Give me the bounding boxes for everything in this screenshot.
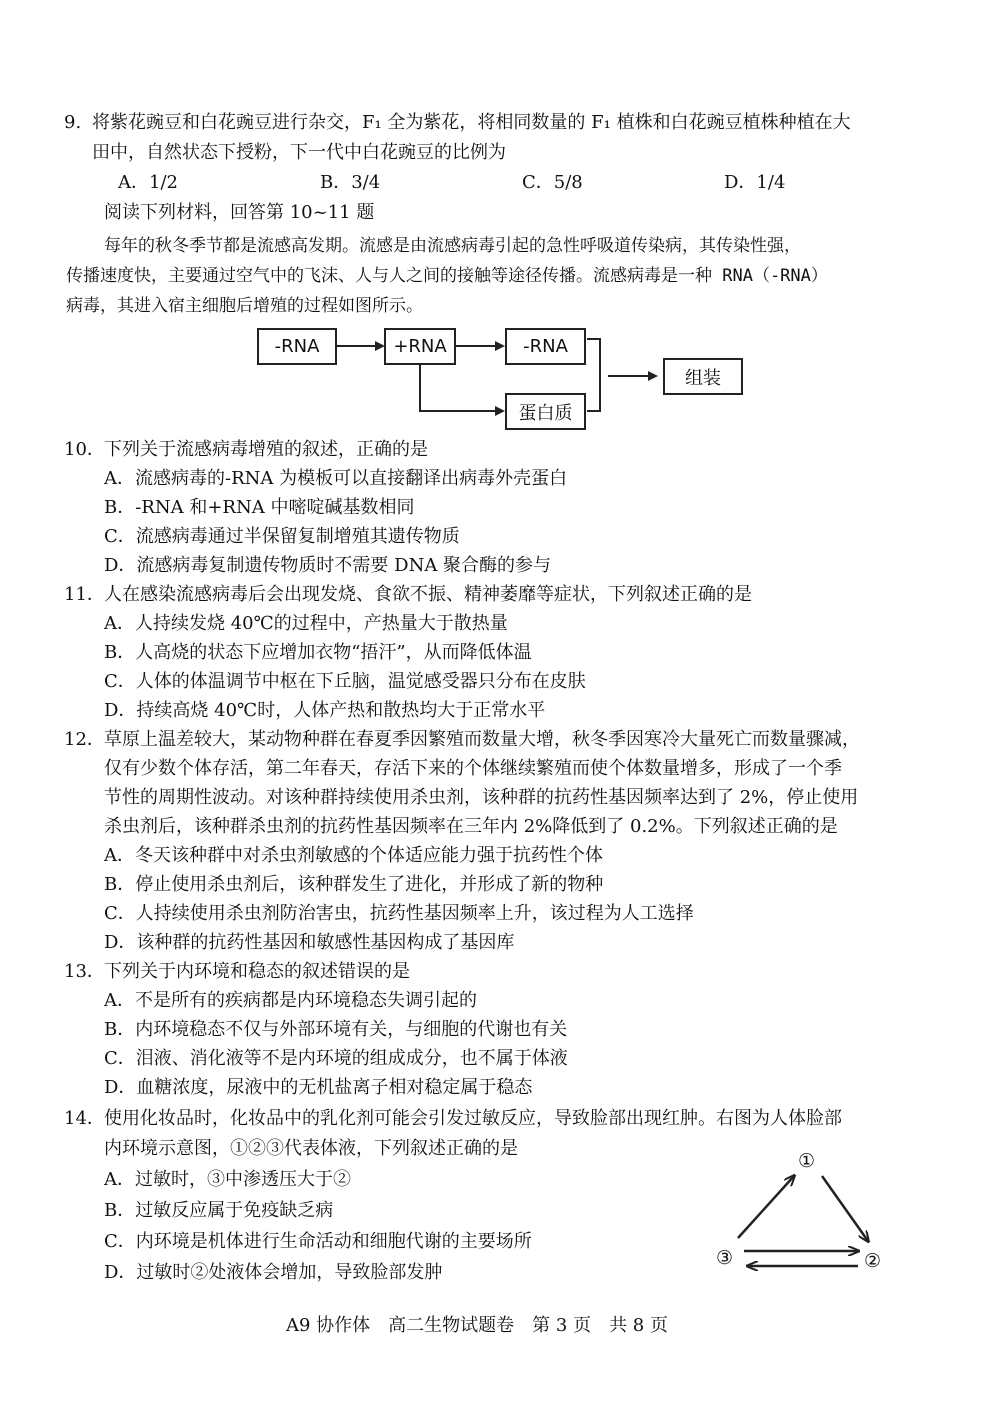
q14-option-b: B．过敏反应属于免疫缺乏病 <box>104 1200 334 1221</box>
box-positive-rna: +RNA <box>384 328 456 365</box>
q11-option-c: C．人体的体温调节中枢在下丘脑，温觉感受器只分布在皮肤 <box>104 671 586 692</box>
q10-stem: 下列关于流感病毒增殖的叙述，正确的是 <box>104 439 428 460</box>
q14-option-c: C．内环境是机体进行生命活动和细胞代谢的主要场所 <box>104 1231 532 1252</box>
passage-line1: 每年的秋冬季节都是流感高发期。流感是由流感病毒引起的急性呼吸道传染病，其传染性强， <box>104 236 801 256</box>
q11-option-a: A．人持续发烧 40℃的过程中，产热量大于散热量 <box>104 613 508 634</box>
q12-option-d: D．该种群的抗药性基因和敏感性基因构成了基因库 <box>104 932 515 953</box>
q12-stem-line1: 草原上温差较大，某动物种群在春夏季因繁殖而数量大增，秋冬季因寒冷大量死亡而数量骤减， <box>104 729 860 750</box>
q9-stem-line2: 田中，自然状态下授粉，下一代中白花豌豆的比例为 <box>92 142 506 163</box>
q9-option-d: D．1/4 <box>724 172 786 193</box>
q14-option-a: A．过敏时，③中渗透压大于② <box>104 1169 351 1190</box>
q10-number: 10． <box>64 439 105 460</box>
q9-option-b: B．3/4 <box>320 172 381 193</box>
q12-option-a: A．冬天该种群中对杀虫剂敏感的个体适应能力强于抗药性个体 <box>104 845 603 866</box>
q13-option-c: C．泪液、消化液等不是内环境的组成成分，也不属于体液 <box>104 1048 568 1069</box>
q12-option-b: B．停止使用杀虫剂后，该种群发生了进化，并形成了新的物种 <box>104 874 604 895</box>
q11-number: 11． <box>64 584 105 605</box>
q11-stem: 人在感染流感病毒后会出现发烧、食欲不振、精神萎靡等症状，下列叙述正确的是 <box>104 584 752 605</box>
q14-number: 14． <box>64 1108 105 1129</box>
q12-stem-line4: 杀虫剂后，该种群杀虫剂的抗药性基因频率在三年内 2%降低到了 0.2%。下列叙述正确的是 <box>104 816 838 837</box>
q9-option-c: C．5/8 <box>522 172 583 193</box>
page-footer: A9 协作体 高二生物试题卷 第 3 页 共 8 页 <box>286 1315 668 1336</box>
q12-number: 12． <box>64 729 105 750</box>
box-assembly: 组装 <box>663 358 743 395</box>
q11-option-d: D．持续高烧 40℃时，人体产热和散热均大于正常水平 <box>104 700 546 721</box>
passage-line2: 传播速度快，主要通过空气中的飞沫、人与人之间的接触等途径传播。流感病毒是一种 RNA（-RNA） <box>66 266 828 286</box>
q13-option-d: D．血糖浓度，尿液中的无机盐离子相对稳定属于稳态 <box>104 1077 533 1098</box>
q14-stem-line2: 内环境示意图，①②③代表体液，下列叙述正确的是 <box>104 1138 518 1159</box>
q13-option-a: A．不是所有的疾病都是内环境稳态失调引起的 <box>104 990 477 1011</box>
q9-option-a: A．1/2 <box>118 172 178 193</box>
q13-stem: 下列关于内环境和稳态的叙述错误的是 <box>104 961 410 982</box>
q9-number: 9. <box>64 112 82 133</box>
q13-option-b: B．内环境稳态不仅与外部环境有关，与细胞的代谢也有关 <box>104 1019 568 1040</box>
q10-option-c: C．流感病毒通过半保留复制增殖其遗传物质 <box>104 526 460 547</box>
reading-intro: 阅读下列材料，回答第 10~11 题 <box>104 202 375 223</box>
box-protein: 蛋白质 <box>505 393 586 430</box>
q13-number: 13． <box>64 961 105 982</box>
node-1-label: ① <box>798 1150 816 1172</box>
q12-stem-line3: 节性的周期性波动。对该种群持续使用杀虫剂，该种群的抗药性基因频率达到了 2%，停止使用 <box>104 787 859 808</box>
passage-line3: 病毒，其进入宿主细胞后增殖的过程如图所示。 <box>66 296 423 316</box>
box-negative-rna-1: -RNA <box>257 328 337 365</box>
q12-stem-line2: 仅有少数个体存活，第二年春天，存活下来的个体继续繁殖而使个体数量增多，形成了一个季 <box>104 758 842 779</box>
q9-stem-line1: 将紫花豌豆和白花豌豆进行杂交，F₁ 全为紫花，将相同数量的 F₁ 植株和白花豌豆植株种植在大 <box>92 112 851 133</box>
q11-option-b: B．人高烧的状态下应增加衣物“捂汗”，从而降低体温 <box>104 642 532 663</box>
q12-option-c: C．人持续使用杀虫剂防治害虫，抗药性基因频率上升，该过程为人工选择 <box>104 903 694 924</box>
q10-option-d: D．流感病毒复制遗传物质时不需要 DNA 聚合酶的参与 <box>104 555 552 576</box>
node-3-label: ③ <box>716 1247 734 1269</box>
box-negative-rna-2: -RNA <box>505 328 586 365</box>
q10-option-b: B．-RNA 和+RNA 中嘧啶碱基数相同 <box>104 497 415 518</box>
q10-option-a: A．流感病毒的-RNA 为模板可以直接翻译出病毒外壳蛋白 <box>104 468 568 489</box>
q14-stem-line1: 使用化妆品时，化妆品中的乳化剂可能会引发过敏反应，导致脸部出现红肿。右图为人体脸部 <box>104 1108 842 1129</box>
q14-option-d: D．过敏时②处液体会增加，导致脸部发肿 <box>104 1262 443 1283</box>
node-2-label: ② <box>864 1250 882 1272</box>
